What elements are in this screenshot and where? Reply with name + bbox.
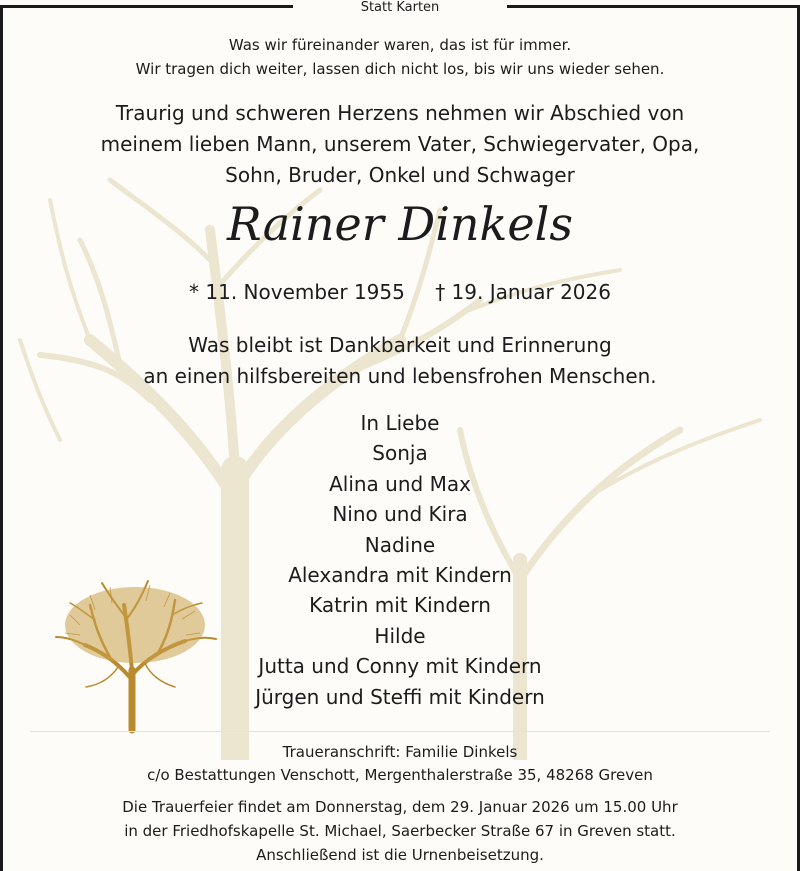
birth-date: * 11. November 1955 xyxy=(189,280,405,304)
dates-line xyxy=(0,278,800,306)
address-block xyxy=(0,741,800,787)
ceremony-line: Die Trauerfeier findet am Donnerstag, dem 29. Januar 2026 um 15.00 Uhr xyxy=(122,798,678,816)
family-line: Alexandra mit Kindern xyxy=(288,562,512,587)
statt-karten-label: Statt Karten xyxy=(360,0,440,15)
family-line: Hilde xyxy=(374,623,426,648)
family-line: Nadine xyxy=(364,532,436,557)
thanks-line: an einen hilfsbereiten und lebensfrohen Menschen. xyxy=(143,364,657,388)
address-line: c/o Bestattungen Venschott, Mergenthalerstraße 35, 48268 Greven xyxy=(147,766,653,784)
quote-line: Was wir füreinander waren, das ist für immer. xyxy=(228,36,572,54)
family-line: Sonja xyxy=(372,441,428,466)
intro-line: Sohn, Bruder, Onkel und Schwager xyxy=(225,163,575,187)
death-date: † 19. Januar 2026 xyxy=(435,280,611,304)
family-line: Jutta und Conny mit Kindern xyxy=(258,654,542,679)
family-list xyxy=(0,408,800,712)
family-line: Nino und Kira xyxy=(332,502,468,527)
ceremony-line: Anschließend ist die Urnenbeisetzung. xyxy=(256,846,544,864)
deceased-name xyxy=(0,192,800,262)
thanks-line: Was bleibt ist Dankbarkeit und Erinnerung xyxy=(188,333,612,357)
family-line: Jürgen und Steffi mit Kindern xyxy=(255,684,545,709)
svg-text:Rainer Dinkels: Rainer Dinkels xyxy=(227,197,573,251)
footer-divider xyxy=(30,731,770,732)
ceremony-line: in der Friedhofskapelle St. Michael, Saerbecker Straße 67 in Greven statt. xyxy=(124,822,676,840)
intro-block xyxy=(0,98,800,191)
intro-line: Traurig und schweren Herzens nehmen wir Abschied von xyxy=(115,101,685,125)
ceremony-block xyxy=(0,795,800,867)
address-line: Traueranschrift: Familie Dinkels xyxy=(282,743,518,761)
quote-line: Wir tragen dich weiter, lassen dich nicht los, bis wir uns wieder sehen. xyxy=(135,60,665,78)
family-line: Alina und Max xyxy=(329,471,471,496)
intro-line: meinem lieben Mann, unserem Vater, Schwiegervater, Opa, xyxy=(100,132,700,156)
quote-block xyxy=(0,33,800,81)
thanks-block xyxy=(0,330,800,392)
family-line: In Liebe xyxy=(360,411,440,435)
family-line: Katrin mit Kindern xyxy=(309,593,491,618)
